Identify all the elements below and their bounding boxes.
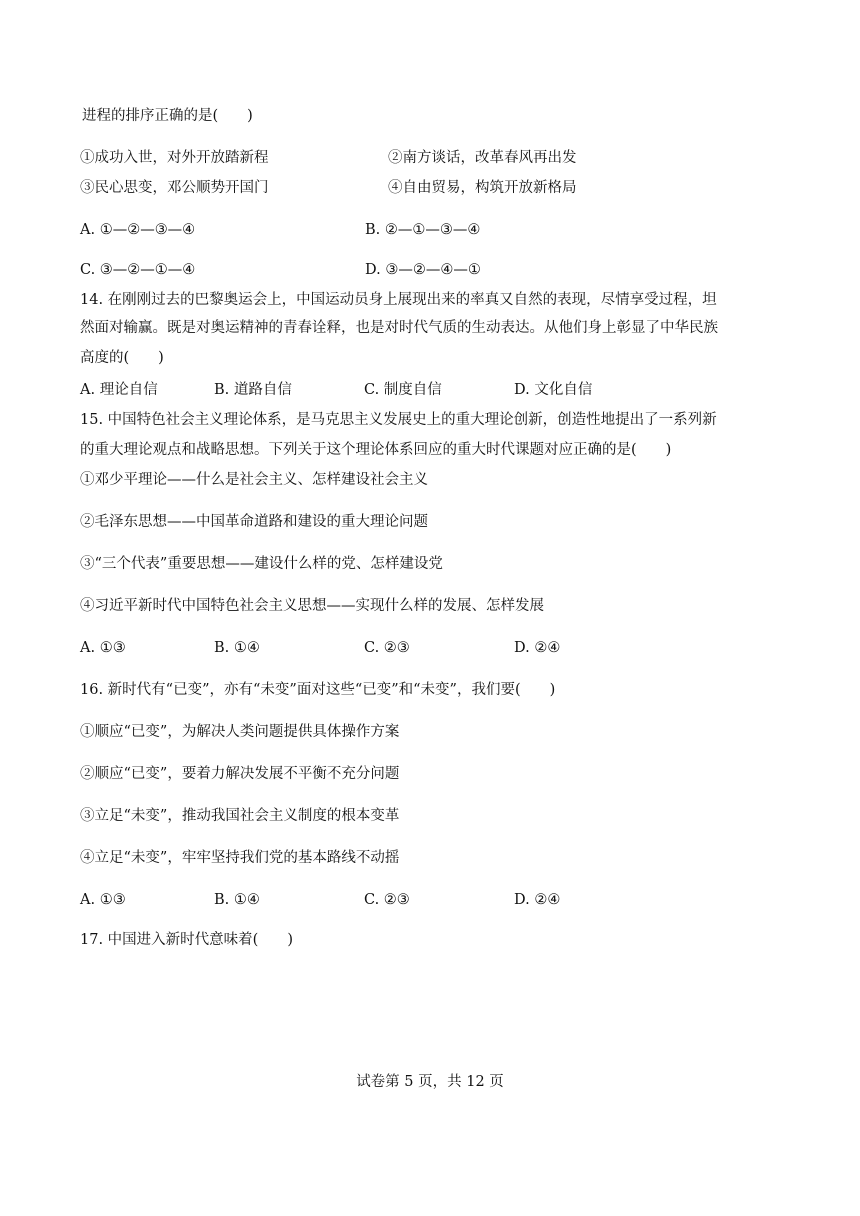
question-17-stem: 17. 中国进入新时代意味着( ) <box>80 932 293 948</box>
question-14-option-b: B. 道路自信 <box>214 382 292 398</box>
question-15-option-d: D. ②④ <box>514 640 561 656</box>
question-13-item-4: ④自由贸易，构筑开放新格局 <box>388 180 577 196</box>
question-14-stem-line-1: 14. 在刚刚过去的巴黎奥运会上，中国运动员身上展现出来的率真又自然的表现，尽情享受过程，坦 <box>80 292 717 308</box>
page-footer: 试卷第 5 页，共 12 页 <box>356 1074 504 1090</box>
question-16-item-2: ②顺应“已变”，要着力解决发展不平衡不充分问题 <box>80 766 400 782</box>
question-16-option-a: A. ①③ <box>80 892 126 908</box>
question-16-option-b: B. ①④ <box>214 892 260 908</box>
question-14-option-d: D. 文化自信 <box>514 382 593 398</box>
question-16-stem: 16. 新时代有“已变”，亦有“未变”面对这些“已变”和“未变”，我们要( ) <box>80 682 556 698</box>
question-16-item-3: ③立足“未变”，推动我国社会主义制度的根本变革 <box>80 808 400 824</box>
question-15-option-a: A. ①③ <box>80 640 126 656</box>
question-13-item-3: ③民心思变，邓公顺势开国门 <box>80 180 269 196</box>
question-15-option-c: C. ②③ <box>364 640 410 656</box>
question-14-option-a: A. 理论自信 <box>80 382 158 398</box>
question-16-option-c: C. ②③ <box>364 892 410 908</box>
question-14-stem-line-2: 然面对输赢。既是对奥运精神的青春诠释，也是对时代气质的生动表达。从他们身上彰显了中华民族 <box>80 320 718 336</box>
question-16-option-d: D. ②④ <box>514 892 561 908</box>
question-13-stem-tail: 进程的排序正确的是( ) <box>82 108 253 124</box>
question-15-item-4: ④习近平新时代中国特色社会主义思想——实现什么样的发展、怎样发展 <box>80 598 544 614</box>
question-15-item-2: ②毛泽东思想——中国革命道路和建设的重大理论问题 <box>80 514 428 530</box>
question-14-option-c: C. 制度自信 <box>364 382 442 398</box>
question-13-option-b: B. ②—①—③—④ <box>365 222 481 238</box>
question-15-stem-line-2: 的重大理论观点和战略思想。下列关于这个理论体系回应的重大时代课题对应正确的是( ) <box>80 442 672 458</box>
question-13-item-1: ①成功入世，对外开放踏新程 <box>80 150 269 166</box>
question-13-item-2: ②南方谈话，改革春风再出发 <box>388 150 577 166</box>
question-13-option-c: C. ③—②—①—④ <box>80 262 196 278</box>
question-16-item-1: ①顺应“已变”，为解决人类问题提供具体操作方案 <box>80 724 400 740</box>
question-14-stem-line-3: 高度的( ) <box>80 350 164 366</box>
question-13-option-a: A. ①—②—③—④ <box>80 222 196 238</box>
question-15-item-3: ③“三个代表”重要思想——建设什么样的党、怎样建设党 <box>80 556 443 572</box>
question-15-stem-line-1: 15. 中国特色社会主义理论体系，是马克思主义发展史上的重大理论创新，创造性地提出了一系列新 <box>80 412 717 428</box>
question-15-option-b: B. ①④ <box>214 640 260 656</box>
question-15-item-1: ①邓少平理论——什么是社会主义、怎样建设社会主义 <box>80 472 428 488</box>
question-16-item-4: ④立足“未变”，牢牢坚持我们党的基本路线不动摇 <box>80 850 400 866</box>
question-13-option-d: D. ③—②—④—① <box>365 262 481 278</box>
